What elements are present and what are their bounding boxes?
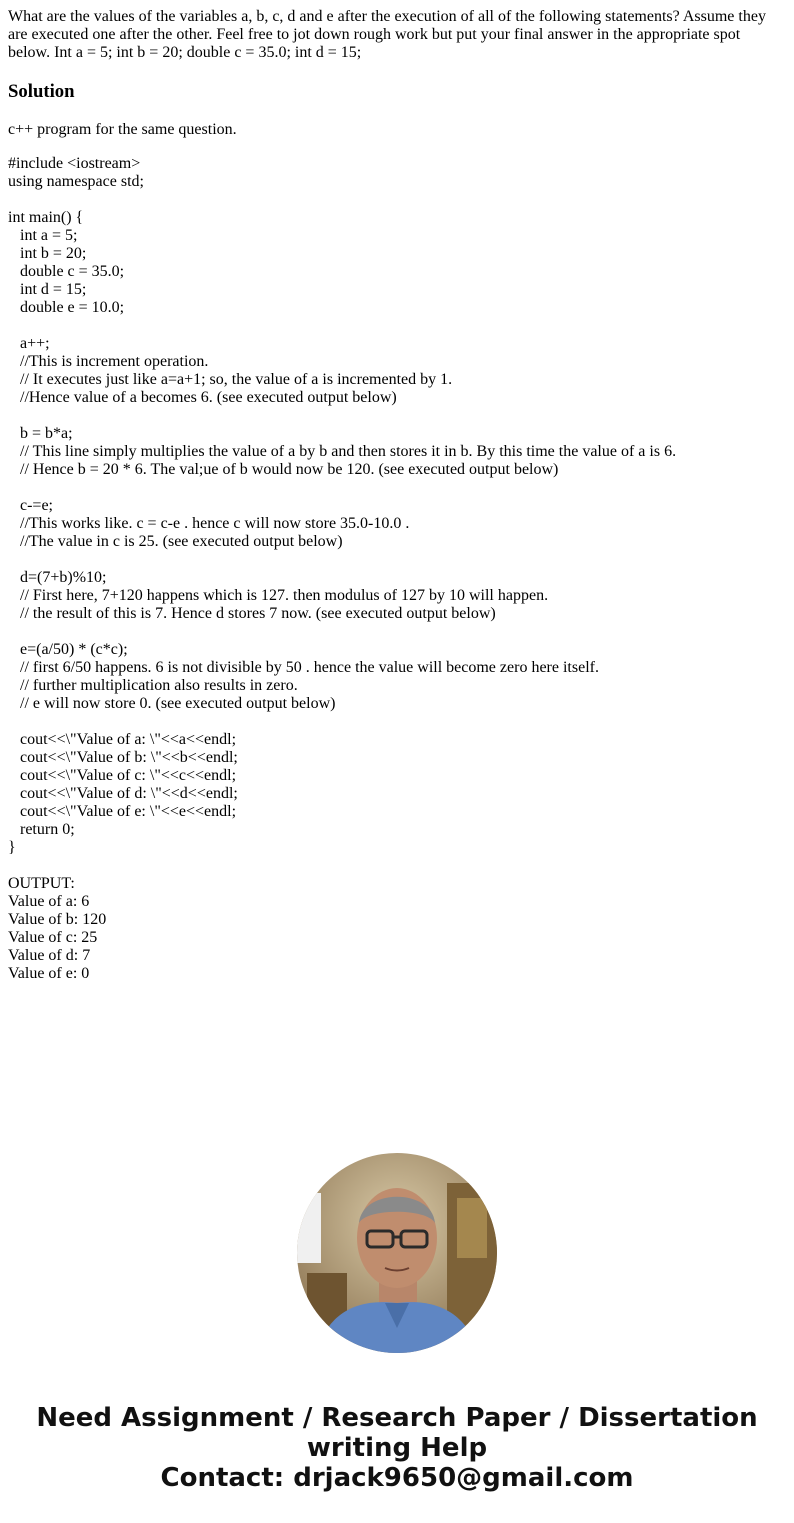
code-line: Value of e: 0 [8, 965, 90, 982]
code-line [8, 191, 788, 209]
code-line: double e = 10.0; [8, 299, 125, 316]
code-line: // This line simply multiplies the value of a by b and then stores it in b. By this time the value of a is 6. [8, 443, 677, 460]
code-line [8, 407, 788, 425]
code-line: b = b*a; [8, 425, 73, 442]
code-line: cout<<\"Value of b: \"<<b<<endl; [8, 749, 238, 766]
code-line [8, 623, 788, 641]
code-line [8, 551, 788, 569]
code-line: // first 6/50 happens. 6 is not divisible by 50 . hence the value will become zero here itself. [8, 659, 599, 676]
code-line: using namespace std; [8, 173, 144, 190]
code-line: d=(7+b)%10; [8, 569, 107, 586]
code-line: cout<<\"Value of e: \"<<e<<endl; [8, 803, 237, 820]
code-line: a++; [8, 335, 50, 352]
code-line: // It executes just like a=a+1; so, the value of a is incremented by 1. [8, 371, 453, 388]
code-line: cout<<\"Value of d: \"<<d<<endl; [8, 785, 238, 802]
solution-heading: Solution [8, 81, 75, 102]
code-line: cout<<\"Value of c: \"<<c<<endl; [8, 767, 237, 784]
solution-intro: c++ program for the same question. [8, 121, 237, 138]
banner-contact: Contact: drjack9650@gmail.com [160, 1463, 634, 1493]
code-line: double c = 35.0; [8, 263, 125, 280]
code-line: // the result of this is 7. Hence d stores 7 now. (see executed output below) [8, 605, 496, 622]
code-line: Value of d: 7 [8, 947, 91, 964]
code-line: } [8, 839, 16, 856]
code-line: e=(a/50) * (c*c); [8, 641, 128, 658]
code-line: //This works like. c = c-e . hence c will now store 35.0-10.0 . [8, 515, 410, 532]
code-line: // First here, 7+120 happens which is 127. then modulus of 127 by 10 will happen. [8, 587, 549, 604]
code-line [8, 479, 788, 497]
contact-banner [0, 1403, 794, 1493]
code-line: int a = 5; [8, 227, 78, 244]
code-line: OUTPUT: [8, 875, 75, 892]
author-photo [297, 1153, 497, 1353]
code-line [8, 317, 788, 335]
code-line: // Hence b = 20 * 6. The val;ue of b would now be 120. (see executed output below) [8, 461, 559, 478]
code-block [8, 155, 788, 983]
code-line [8, 857, 788, 875]
code-line: int main() { [8, 209, 84, 226]
code-line: //This is increment operation. [8, 353, 209, 370]
code-line: return 0; [8, 821, 75, 838]
code-line: Value of b: 120 [8, 911, 107, 928]
code-line: cout<<\"Value of a: \"<<a<<endl; [8, 731, 237, 748]
code-line: #include <iostream> [8, 155, 141, 172]
code-line: int b = 20; [8, 245, 87, 262]
banner-line-1: Need Assignment / Research Paper / Dissertation [36, 1403, 758, 1433]
code-line: Value of a: 6 [8, 893, 90, 910]
code-line: c-=e; [8, 497, 53, 514]
code-line: //Hence value of a becomes 6. (see executed output below) [8, 389, 397, 406]
code-line: int d = 15; [8, 281, 87, 298]
code-line: // further multiplication also results in zero. [8, 677, 298, 694]
question-text: What are the values of the variables a, b, c, d and e after the execution of all of the following statements? Assume they are executed one after the other. Feel free to jot down rough work but put your final answer in the appropriate spot below. Int a = 5; int b = 20; double c = 35.0; int d = 15; [8, 8, 766, 61]
code-line: Value of c: 25 [8, 929, 98, 946]
banner-line-2: writing Help [306, 1433, 488, 1463]
code-line: // e will now store 0. (see executed output below) [8, 695, 336, 712]
code-line: //The value in c is 25. (see executed output below) [8, 533, 343, 550]
code-line [8, 713, 788, 731]
